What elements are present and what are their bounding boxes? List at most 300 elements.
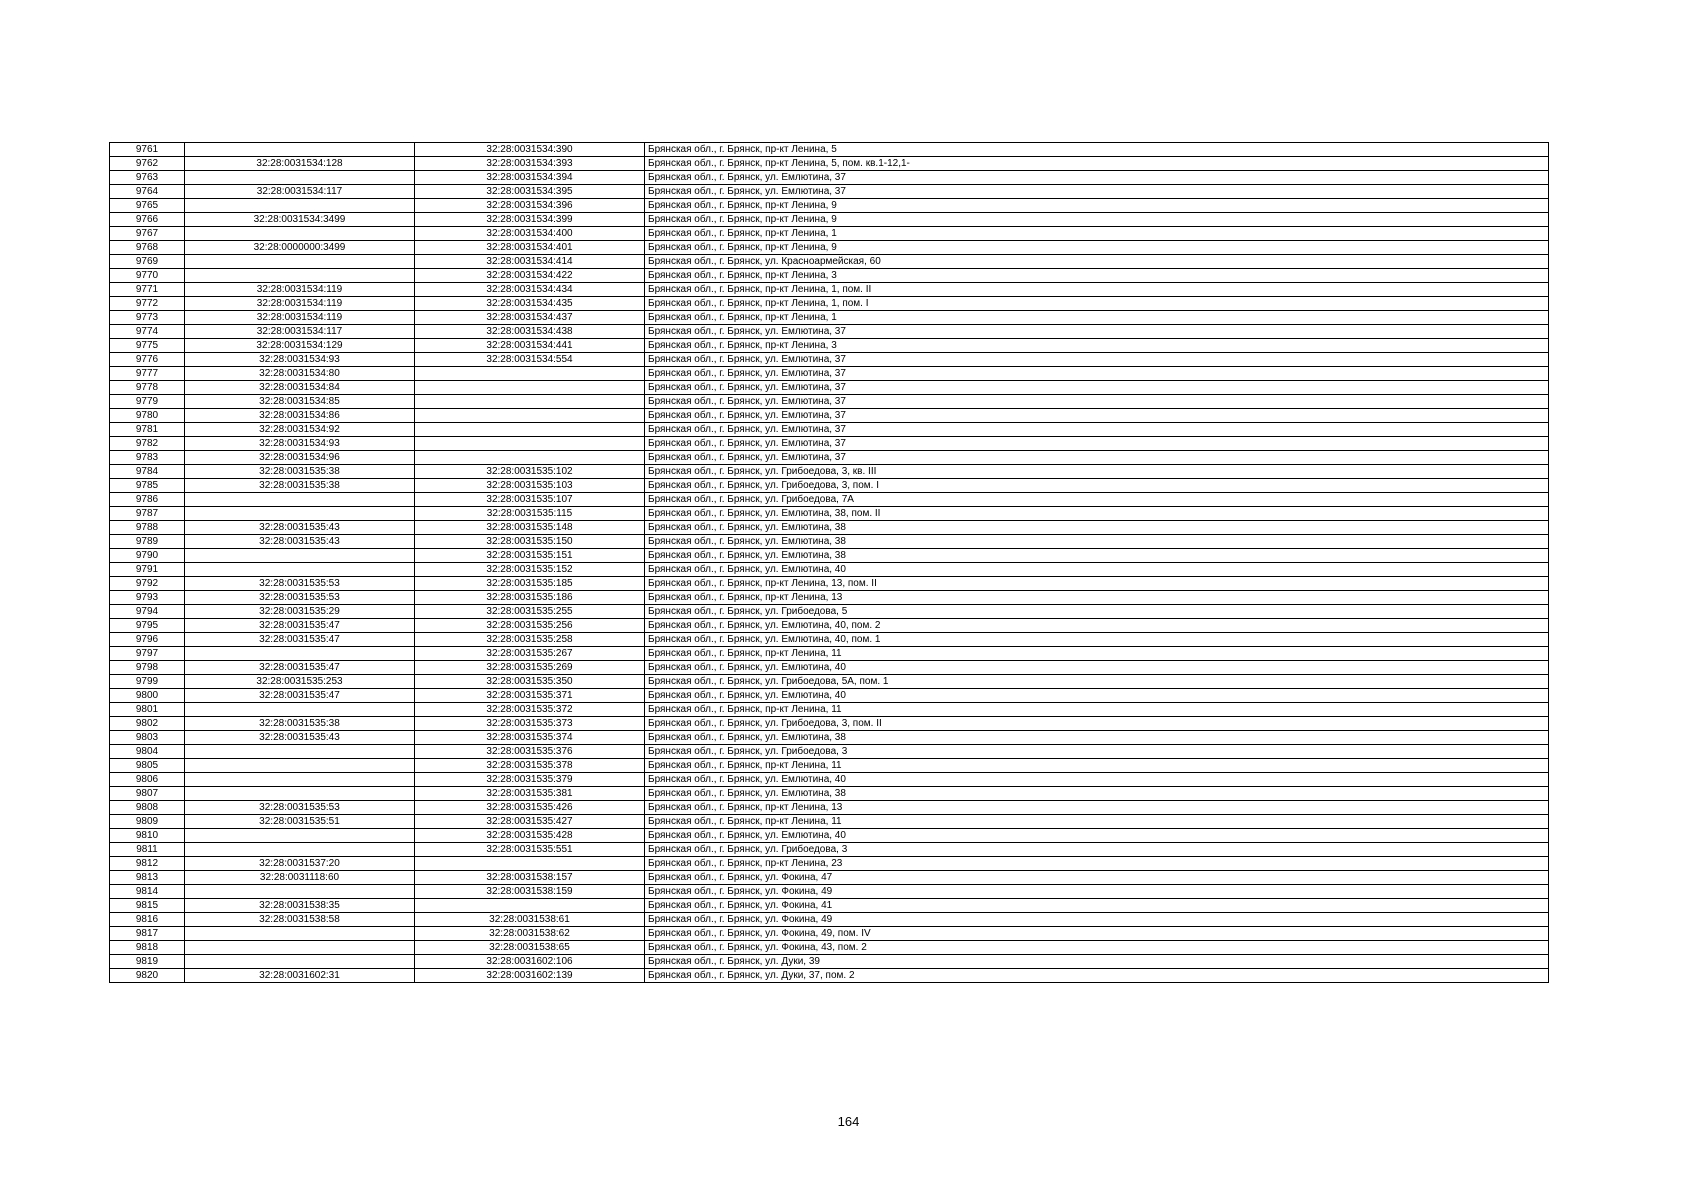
address-cell: Брянская обл., г. Брянск, ул. Емлютина, 37 bbox=[645, 437, 1549, 451]
cadastral-number-cell bbox=[415, 899, 645, 913]
table-row bbox=[110, 927, 1549, 941]
cadastral-number-cell: 32:28:0031534:401 bbox=[415, 241, 645, 255]
table-row bbox=[110, 535, 1549, 549]
address-cell: Брянская обл., г. Брянск, пр-кт Ленина, 3 bbox=[645, 269, 1549, 283]
old-cadastral-number-cell bbox=[185, 703, 415, 717]
row-number-cell: 9781 bbox=[110, 423, 185, 437]
address-cell: Брянская обл., г. Брянск, ул. Красноармейская, 60 bbox=[645, 255, 1549, 269]
row-number-cell: 9802 bbox=[110, 717, 185, 731]
table-row bbox=[110, 367, 1549, 381]
table-row bbox=[110, 829, 1549, 843]
page-number: 164 bbox=[837, 1114, 860, 1129]
address-cell: Брянская обл., г. Брянск, ул. Грибоедова, 3 bbox=[645, 745, 1549, 759]
old-cadastral-number-cell bbox=[185, 927, 415, 941]
old-cadastral-number-cell bbox=[185, 143, 415, 157]
cadastral-number-cell: 32:28:0031534:396 bbox=[415, 199, 645, 213]
cadastral-number-cell: 32:28:0031535:372 bbox=[415, 703, 645, 717]
cadastral-number-cell: 32:28:0031535:102 bbox=[415, 465, 645, 479]
registry-table bbox=[109, 142, 1549, 983]
cadastral-number-cell: 32:28:0031534:390 bbox=[415, 143, 645, 157]
address-cell: Брянская обл., г. Брянск, пр-кт Ленина, 11 bbox=[645, 647, 1549, 661]
old-cadastral-number-cell: 32:28:0031534:119 bbox=[185, 311, 415, 325]
address-cell: Брянская обл., г. Брянск, ул. Дуки, 37, пом. 2 bbox=[645, 969, 1549, 983]
table-row bbox=[110, 661, 1549, 675]
row-number-cell: 9761 bbox=[110, 143, 185, 157]
row-number-cell: 9763 bbox=[110, 171, 185, 185]
row-number-cell: 9772 bbox=[110, 297, 185, 311]
old-cadastral-number-cell: 32:28:0031535:43 bbox=[185, 521, 415, 535]
address-cell: Брянская обл., г. Брянск, ул. Фокина, 49 bbox=[645, 913, 1549, 927]
cadastral-number-cell: 32:28:0031535:151 bbox=[415, 549, 645, 563]
cadastral-number-cell: 32:28:0031538:65 bbox=[415, 941, 645, 955]
address-cell: Брянская обл., г. Брянск, ул. Емлютина, 40 bbox=[645, 563, 1549, 577]
old-cadastral-number-cell bbox=[185, 759, 415, 773]
cadastral-number-cell: 32:28:0031534:554 bbox=[415, 353, 645, 367]
address-cell: Брянская обл., г. Брянск, пр-кт Ленина, 9 bbox=[645, 199, 1549, 213]
table-row bbox=[110, 507, 1549, 521]
row-number-cell: 9804 bbox=[110, 745, 185, 759]
old-cadastral-number-cell: 32:28:0031534:128 bbox=[185, 157, 415, 171]
cadastral-number-cell: 32:28:0031534:395 bbox=[415, 185, 645, 199]
row-number-cell: 9767 bbox=[110, 227, 185, 241]
table-row bbox=[110, 899, 1549, 913]
address-cell: Брянская обл., г. Брянск, пр-кт Ленина, 1, пом. I bbox=[645, 297, 1549, 311]
row-number-cell: 9773 bbox=[110, 311, 185, 325]
cadastral-number-cell: 32:28:0031602:106 bbox=[415, 955, 645, 969]
table-row bbox=[110, 171, 1549, 185]
old-cadastral-number-cell: 32:28:0031535:38 bbox=[185, 717, 415, 731]
table-row bbox=[110, 941, 1549, 955]
cadastral-number-cell bbox=[415, 395, 645, 409]
address-cell: Брянская обл., г. Брянск, ул. Фокина, 41 bbox=[645, 899, 1549, 913]
table-row bbox=[110, 815, 1549, 829]
old-cadastral-number-cell bbox=[185, 563, 415, 577]
cadastral-number-cell: 32:28:0031534:434 bbox=[415, 283, 645, 297]
cadastral-number-cell: 32:28:0031534:400 bbox=[415, 227, 645, 241]
address-cell: Брянская обл., г. Брянск, пр-кт Ленина, 5 bbox=[645, 143, 1549, 157]
row-number-cell: 9799 bbox=[110, 675, 185, 689]
row-number-cell: 9803 bbox=[110, 731, 185, 745]
address-cell: Брянская обл., г. Брянск, ул. Емлютина, 38 bbox=[645, 787, 1549, 801]
cadastral-number-cell: 32:28:0031534:393 bbox=[415, 157, 645, 171]
old-cadastral-number-cell: 32:28:0031118:60 bbox=[185, 871, 415, 885]
old-cadastral-number-cell: 32:28:0031537:20 bbox=[185, 857, 415, 871]
row-number-cell: 9790 bbox=[110, 549, 185, 563]
old-cadastral-number-cell: 32:28:0000000:3499 bbox=[185, 241, 415, 255]
cadastral-number-cell: 32:28:0031535:269 bbox=[415, 661, 645, 675]
table-row bbox=[110, 913, 1549, 927]
address-cell: Брянская обл., г. Брянск, ул. Емлютина, 40 bbox=[645, 689, 1549, 703]
address-cell: Брянская обл., г. Брянск, пр-кт Ленина, 11 bbox=[645, 815, 1549, 829]
row-number-cell: 9787 bbox=[110, 507, 185, 521]
cadastral-number-cell: 32:28:0031535:350 bbox=[415, 675, 645, 689]
table-row bbox=[110, 591, 1549, 605]
row-number-cell: 9813 bbox=[110, 871, 185, 885]
old-cadastral-number-cell: 32:28:0031535:38 bbox=[185, 479, 415, 493]
old-cadastral-number-cell: 32:28:0031534:117 bbox=[185, 325, 415, 339]
old-cadastral-number-cell bbox=[185, 269, 415, 283]
cadastral-number-cell: 32:28:0031534:437 bbox=[415, 311, 645, 325]
address-cell: Брянская обл., г. Брянск, ул. Емлютина, 40 bbox=[645, 661, 1549, 675]
row-number-cell: 9779 bbox=[110, 395, 185, 409]
cadastral-number-cell: 32:28:0031535:185 bbox=[415, 577, 645, 591]
cadastral-number-cell bbox=[415, 409, 645, 423]
table-row bbox=[110, 423, 1549, 437]
old-cadastral-number-cell bbox=[185, 773, 415, 787]
old-cadastral-number-cell bbox=[185, 171, 415, 185]
old-cadastral-number-cell bbox=[185, 493, 415, 507]
table-row bbox=[110, 339, 1549, 353]
cadastral-number-cell: 32:28:0031535:374 bbox=[415, 731, 645, 745]
old-cadastral-number-cell: 32:28:0031535:253 bbox=[185, 675, 415, 689]
table-row bbox=[110, 787, 1549, 801]
cadastral-number-cell: 32:28:0031535:371 bbox=[415, 689, 645, 703]
row-number-cell: 9806 bbox=[110, 773, 185, 787]
table-row bbox=[110, 479, 1549, 493]
table-row bbox=[110, 871, 1549, 885]
row-number-cell: 9785 bbox=[110, 479, 185, 493]
row-number-cell: 9816 bbox=[110, 913, 185, 927]
row-number-cell: 9786 bbox=[110, 493, 185, 507]
address-cell: Брянская обл., г. Брянск, ул. Емлютина, 37 bbox=[645, 171, 1549, 185]
table-row bbox=[110, 297, 1549, 311]
cadastral-number-cell: 32:28:0031535:115 bbox=[415, 507, 645, 521]
table-row bbox=[110, 451, 1549, 465]
old-cadastral-number-cell bbox=[185, 199, 415, 213]
row-number-cell: 9765 bbox=[110, 199, 185, 213]
old-cadastral-number-cell: 32:28:0031534:119 bbox=[185, 283, 415, 297]
old-cadastral-number-cell: 32:28:0031534:86 bbox=[185, 409, 415, 423]
table-row bbox=[110, 143, 1549, 157]
old-cadastral-number-cell: 32:28:0031534:85 bbox=[185, 395, 415, 409]
old-cadastral-number-cell: 32:28:0031534:92 bbox=[185, 423, 415, 437]
cadastral-number-cell: 32:28:0031535:150 bbox=[415, 535, 645, 549]
row-number-cell: 9762 bbox=[110, 157, 185, 171]
old-cadastral-number-cell: 32:28:0031535:47 bbox=[185, 633, 415, 647]
old-cadastral-number-cell: 32:28:0031534:93 bbox=[185, 353, 415, 367]
old-cadastral-number-cell: 32:28:0031535:47 bbox=[185, 661, 415, 675]
address-cell: Брянская обл., г. Брянск, пр-кт Ленина, 5, пом. кв.1-12,1- bbox=[645, 157, 1549, 171]
row-number-cell: 9780 bbox=[110, 409, 185, 423]
address-cell: Брянская обл., г. Брянск, ул. Фокина, 43, пом. 2 bbox=[645, 941, 1549, 955]
table-row bbox=[110, 199, 1549, 213]
old-cadastral-number-cell: 32:28:0031534:119 bbox=[185, 297, 415, 311]
old-cadastral-number-cell: 32:28:0031535:53 bbox=[185, 801, 415, 815]
cadastral-number-cell: 32:28:0031535:152 bbox=[415, 563, 645, 577]
table-row bbox=[110, 773, 1549, 787]
row-number-cell: 9798 bbox=[110, 661, 185, 675]
row-number-cell: 9811 bbox=[110, 843, 185, 857]
table-row bbox=[110, 689, 1549, 703]
address-cell: Брянская обл., г. Брянск, ул. Емлютина, 40 bbox=[645, 829, 1549, 843]
table-row bbox=[110, 213, 1549, 227]
address-cell: Брянская обл., г. Брянск, пр-кт Ленина, 1, пом. II bbox=[645, 283, 1549, 297]
address-cell: Брянская обл., г. Брянск, ул. Емлютина, 37 bbox=[645, 451, 1549, 465]
cadastral-number-cell: 32:28:0031534:435 bbox=[415, 297, 645, 311]
address-cell: Брянская обл., г. Брянск, ул. Емлютина, 37 bbox=[645, 185, 1549, 199]
row-number-cell: 9794 bbox=[110, 605, 185, 619]
row-number-cell: 9766 bbox=[110, 213, 185, 227]
address-cell: Брянская обл., г. Брянск, пр-кт Ленина, 13 bbox=[645, 591, 1549, 605]
table-row bbox=[110, 311, 1549, 325]
old-cadastral-number-cell bbox=[185, 549, 415, 563]
table-row bbox=[110, 731, 1549, 745]
old-cadastral-number-cell: 32:28:0031534:129 bbox=[185, 339, 415, 353]
row-number-cell: 9812 bbox=[110, 857, 185, 871]
address-cell: Брянская обл., г. Брянск, ул. Емлютина, 38 bbox=[645, 549, 1549, 563]
row-number-cell: 9789 bbox=[110, 535, 185, 549]
address-cell: Брянская обл., г. Брянск, ул. Емлютина, 38 bbox=[645, 521, 1549, 535]
table-row bbox=[110, 157, 1549, 171]
table-row bbox=[110, 745, 1549, 759]
table-row bbox=[110, 465, 1549, 479]
table-row bbox=[110, 955, 1549, 969]
table-row bbox=[110, 241, 1549, 255]
cadastral-number-cell: 32:28:0031535:107 bbox=[415, 493, 645, 507]
row-number-cell: 9791 bbox=[110, 563, 185, 577]
old-cadastral-number-cell bbox=[185, 647, 415, 661]
table-row bbox=[110, 885, 1549, 899]
cadastral-number-cell: 32:28:0031535:267 bbox=[415, 647, 645, 661]
table-row bbox=[110, 969, 1549, 983]
address-cell: Брянская обл., г. Брянск, пр-кт Ленина, 11 bbox=[645, 703, 1549, 717]
old-cadastral-number-cell: 32:28:0031534:3499 bbox=[185, 213, 415, 227]
cadastral-number-cell: 32:28:0031535:258 bbox=[415, 633, 645, 647]
row-number-cell: 9778 bbox=[110, 381, 185, 395]
table-row bbox=[110, 843, 1549, 857]
row-number-cell: 9793 bbox=[110, 591, 185, 605]
row-number-cell: 9805 bbox=[110, 759, 185, 773]
table-row bbox=[110, 185, 1549, 199]
table-row bbox=[110, 255, 1549, 269]
table-row bbox=[110, 577, 1549, 591]
address-cell: Брянская обл., г. Брянск, ул. Емлютина, 37 bbox=[645, 381, 1549, 395]
row-number-cell: 9819 bbox=[110, 955, 185, 969]
table-row bbox=[110, 227, 1549, 241]
old-cadastral-number-cell: 32:28:0031534:93 bbox=[185, 437, 415, 451]
cadastral-number-cell: 32:28:0031535:186 bbox=[415, 591, 645, 605]
row-number-cell: 9769 bbox=[110, 255, 185, 269]
address-cell: Брянская обл., г. Брянск, ул. Фокина, 49 bbox=[645, 885, 1549, 899]
cadastral-number-cell bbox=[415, 437, 645, 451]
cadastral-number-cell: 32:28:0031535:426 bbox=[415, 801, 645, 815]
row-number-cell: 9783 bbox=[110, 451, 185, 465]
old-cadastral-number-cell bbox=[185, 955, 415, 969]
cadastral-number-cell bbox=[415, 423, 645, 437]
row-number-cell: 9797 bbox=[110, 647, 185, 661]
table-row bbox=[110, 437, 1549, 451]
table-row bbox=[110, 549, 1549, 563]
address-cell: Брянская обл., г. Брянск, ул. Емлютина, 40, пом. 1 bbox=[645, 633, 1549, 647]
cadastral-number-cell: 32:28:0031535:379 bbox=[415, 773, 645, 787]
address-cell: Брянская обл., г. Брянск, ул. Емлютина, 40, пом. 2 bbox=[645, 619, 1549, 633]
cadastral-number-cell: 32:28:0031538:61 bbox=[415, 913, 645, 927]
address-cell: Брянская обл., г. Брянск, ул. Грибоедова, 3, пом. I bbox=[645, 479, 1549, 493]
table-row bbox=[110, 563, 1549, 577]
row-number-cell: 9809 bbox=[110, 815, 185, 829]
row-number-cell: 9817 bbox=[110, 927, 185, 941]
old-cadastral-number-cell bbox=[185, 941, 415, 955]
row-number-cell: 9801 bbox=[110, 703, 185, 717]
table-row bbox=[110, 409, 1549, 423]
cadastral-number-cell: 32:28:0031535:148 bbox=[415, 521, 645, 535]
old-cadastral-number-cell: 32:28:0031538:35 bbox=[185, 899, 415, 913]
row-number-cell: 9776 bbox=[110, 353, 185, 367]
row-number-cell: 9771 bbox=[110, 283, 185, 297]
old-cadastral-number-cell bbox=[185, 787, 415, 801]
table-row bbox=[110, 759, 1549, 773]
row-number-cell: 9770 bbox=[110, 269, 185, 283]
row-number-cell: 9768 bbox=[110, 241, 185, 255]
cadastral-number-cell: 32:28:0031535:427 bbox=[415, 815, 645, 829]
cadastral-number-cell: 32:28:0031535:428 bbox=[415, 829, 645, 843]
table-row bbox=[110, 521, 1549, 535]
address-cell: Брянская обл., г. Брянск, пр-кт Ленина, 9 bbox=[645, 213, 1549, 227]
old-cadastral-number-cell bbox=[185, 745, 415, 759]
cadastral-number-cell bbox=[415, 381, 645, 395]
table-row bbox=[110, 493, 1549, 507]
address-cell: Брянская обл., г. Брянск, пр-кт Ленина, 11 bbox=[645, 759, 1549, 773]
cadastral-number-cell: 32:28:0031535:376 bbox=[415, 745, 645, 759]
cadastral-number-cell: 32:28:0031535:378 bbox=[415, 759, 645, 773]
old-cadastral-number-cell: 32:28:0031535:38 bbox=[185, 465, 415, 479]
address-cell: Брянская обл., г. Брянск, ул. Фокина, 47 bbox=[645, 871, 1549, 885]
address-cell: Брянская обл., г. Брянск, ул. Грибоедова, 3 bbox=[645, 843, 1549, 857]
old-cadastral-number-cell: 32:28:0031535:43 bbox=[185, 731, 415, 745]
table-row bbox=[110, 717, 1549, 731]
address-cell: Брянская обл., г. Брянск, ул. Грибоедова, 3, кв. III bbox=[645, 465, 1549, 479]
old-cadastral-number-cell: 32:28:0031602:31 bbox=[185, 969, 415, 983]
row-number-cell: 9774 bbox=[110, 325, 185, 339]
cadastral-number-cell: 32:28:0031534:394 bbox=[415, 171, 645, 185]
old-cadastral-number-cell: 32:28:0031535:53 bbox=[185, 591, 415, 605]
address-cell: Брянская обл., г. Брянск, пр-кт Ленина, 1 bbox=[645, 311, 1549, 325]
table-row bbox=[110, 801, 1549, 815]
address-cell: Брянская обл., г. Брянск, ул. Фокина, 49, пом. IV bbox=[645, 927, 1549, 941]
cadastral-number-cell: 32:28:0031538:159 bbox=[415, 885, 645, 899]
table-row bbox=[110, 619, 1549, 633]
cadastral-number-cell: 32:28:0031534:399 bbox=[415, 213, 645, 227]
row-number-cell: 9810 bbox=[110, 829, 185, 843]
address-cell: Брянская обл., г. Брянск, ул. Грибоедова, 3, пом. II bbox=[645, 717, 1549, 731]
address-cell: Брянская обл., г. Брянск, ул. Емлютина, 37 bbox=[645, 423, 1549, 437]
cadastral-number-cell: 32:28:0031535:381 bbox=[415, 787, 645, 801]
row-number-cell: 9796 bbox=[110, 633, 185, 647]
address-cell: Брянская обл., г. Брянск, пр-кт Ленина, 23 bbox=[645, 857, 1549, 871]
cadastral-number-cell bbox=[415, 857, 645, 871]
row-number-cell: 9788 bbox=[110, 521, 185, 535]
cadastral-number-cell: 32:28:0031535:373 bbox=[415, 717, 645, 731]
cadastral-number-cell: 32:28:0031534:414 bbox=[415, 255, 645, 269]
row-number-cell: 9807 bbox=[110, 787, 185, 801]
address-cell: Брянская обл., г. Брянск, ул. Емлютина, 38 bbox=[645, 731, 1549, 745]
old-cadastral-number-cell bbox=[185, 885, 415, 899]
cadastral-number-cell: 32:28:0031534:441 bbox=[415, 339, 645, 353]
cadastral-number-cell: 32:28:0031535:103 bbox=[415, 479, 645, 493]
table-row bbox=[110, 675, 1549, 689]
cadastral-number-cell: 32:28:0031534:422 bbox=[415, 269, 645, 283]
table-row bbox=[110, 353, 1549, 367]
row-number-cell: 9792 bbox=[110, 577, 185, 591]
table-row bbox=[110, 283, 1549, 297]
table-row bbox=[110, 381, 1549, 395]
address-cell: Брянская обл., г. Брянск, ул. Грибоедова, 5А, пом. 1 bbox=[645, 675, 1549, 689]
table-row bbox=[110, 269, 1549, 283]
address-cell: Брянская обл., г. Брянск, пр-кт Ленина, 13, пом. II bbox=[645, 577, 1549, 591]
old-cadastral-number-cell bbox=[185, 843, 415, 857]
table-row bbox=[110, 325, 1549, 339]
table-row bbox=[110, 647, 1549, 661]
address-cell: Брянская обл., г. Брянск, ул. Грибоедова, 7А bbox=[645, 493, 1549, 507]
table-row bbox=[110, 395, 1549, 409]
row-number-cell: 9800 bbox=[110, 689, 185, 703]
address-cell: Брянская обл., г. Брянск, ул. Емлютина, 37 bbox=[645, 325, 1549, 339]
old-cadastral-number-cell: 32:28:0031538:58 bbox=[185, 913, 415, 927]
old-cadastral-number-cell: 32:28:0031535:47 bbox=[185, 619, 415, 633]
address-cell: Брянская обл., г. Брянск, ул. Емлютина, 38, пом. II bbox=[645, 507, 1549, 521]
cadastral-number-cell: 32:28:0031534:438 bbox=[415, 325, 645, 339]
row-number-cell: 9820 bbox=[110, 969, 185, 983]
registry-table-body bbox=[110, 143, 1549, 983]
row-number-cell: 9818 bbox=[110, 941, 185, 955]
cadastral-number-cell bbox=[415, 367, 645, 381]
table-row bbox=[110, 633, 1549, 647]
old-cadastral-number-cell bbox=[185, 829, 415, 843]
table-row bbox=[110, 857, 1549, 871]
old-cadastral-number-cell bbox=[185, 227, 415, 241]
address-cell: Брянская обл., г. Брянск, ул. Грибоедова, 5 bbox=[645, 605, 1549, 619]
cadastral-number-cell: 32:28:0031535:255 bbox=[415, 605, 645, 619]
old-cadastral-number-cell: 32:28:0031535:29 bbox=[185, 605, 415, 619]
address-cell: Брянская обл., г. Брянск, ул. Емлютина, 37 bbox=[645, 367, 1549, 381]
old-cadastral-number-cell: 32:28:0031535:47 bbox=[185, 689, 415, 703]
cadastral-number-cell bbox=[415, 451, 645, 465]
old-cadastral-number-cell: 32:28:0031535:51 bbox=[185, 815, 415, 829]
old-cadastral-number-cell: 32:28:0031534:80 bbox=[185, 367, 415, 381]
old-cadastral-number-cell: 32:28:0031534:96 bbox=[185, 451, 415, 465]
row-number-cell: 9795 bbox=[110, 619, 185, 633]
cadastral-number-cell: 32:28:0031535:551 bbox=[415, 843, 645, 857]
address-cell: Брянская обл., г. Брянск, ул. Емлютина, 37 bbox=[645, 395, 1549, 409]
old-cadastral-number-cell bbox=[185, 507, 415, 521]
address-cell: Брянская обл., г. Брянск, ул. Емлютина, 38 bbox=[645, 535, 1549, 549]
old-cadastral-number-cell: 32:28:0031535:43 bbox=[185, 535, 415, 549]
row-number-cell: 9814 bbox=[110, 885, 185, 899]
cadastral-number-cell: 32:28:0031538:157 bbox=[415, 871, 645, 885]
address-cell: Брянская обл., г. Брянск, пр-кт Ленина, 13 bbox=[645, 801, 1549, 815]
row-number-cell: 9782 bbox=[110, 437, 185, 451]
cadastral-number-cell: 32:28:0031602:139 bbox=[415, 969, 645, 983]
row-number-cell: 9784 bbox=[110, 465, 185, 479]
table-row bbox=[110, 703, 1549, 717]
address-cell: Брянская обл., г. Брянск, пр-кт Ленина, 1 bbox=[645, 227, 1549, 241]
cadastral-number-cell: 32:28:0031538:62 bbox=[415, 927, 645, 941]
row-number-cell: 9775 bbox=[110, 339, 185, 353]
old-cadastral-number-cell: 32:28:0031535:53 bbox=[185, 577, 415, 591]
address-cell: Брянская обл., г. Брянск, ул. Емлютина, 40 bbox=[645, 773, 1549, 787]
address-cell: Брянская обл., г. Брянск, ул. Емлютина, 37 bbox=[645, 353, 1549, 367]
address-cell: Брянская обл., г. Брянск, пр-кт Ленина, 3 bbox=[645, 339, 1549, 353]
cadastral-number-cell: 32:28:0031535:256 bbox=[415, 619, 645, 633]
old-cadastral-number-cell: 32:28:0031534:117 bbox=[185, 185, 415, 199]
address-cell: Брянская обл., г. Брянск, ул. Дуки, 39 bbox=[645, 955, 1549, 969]
address-cell: Брянская обл., г. Брянск, ул. Емлютина, 37 bbox=[645, 409, 1549, 423]
old-cadastral-number-cell: 32:28:0031534:84 bbox=[185, 381, 415, 395]
row-number-cell: 9808 bbox=[110, 801, 185, 815]
old-cadastral-number-cell bbox=[185, 255, 415, 269]
row-number-cell: 9815 bbox=[110, 899, 185, 913]
table-row bbox=[110, 605, 1549, 619]
